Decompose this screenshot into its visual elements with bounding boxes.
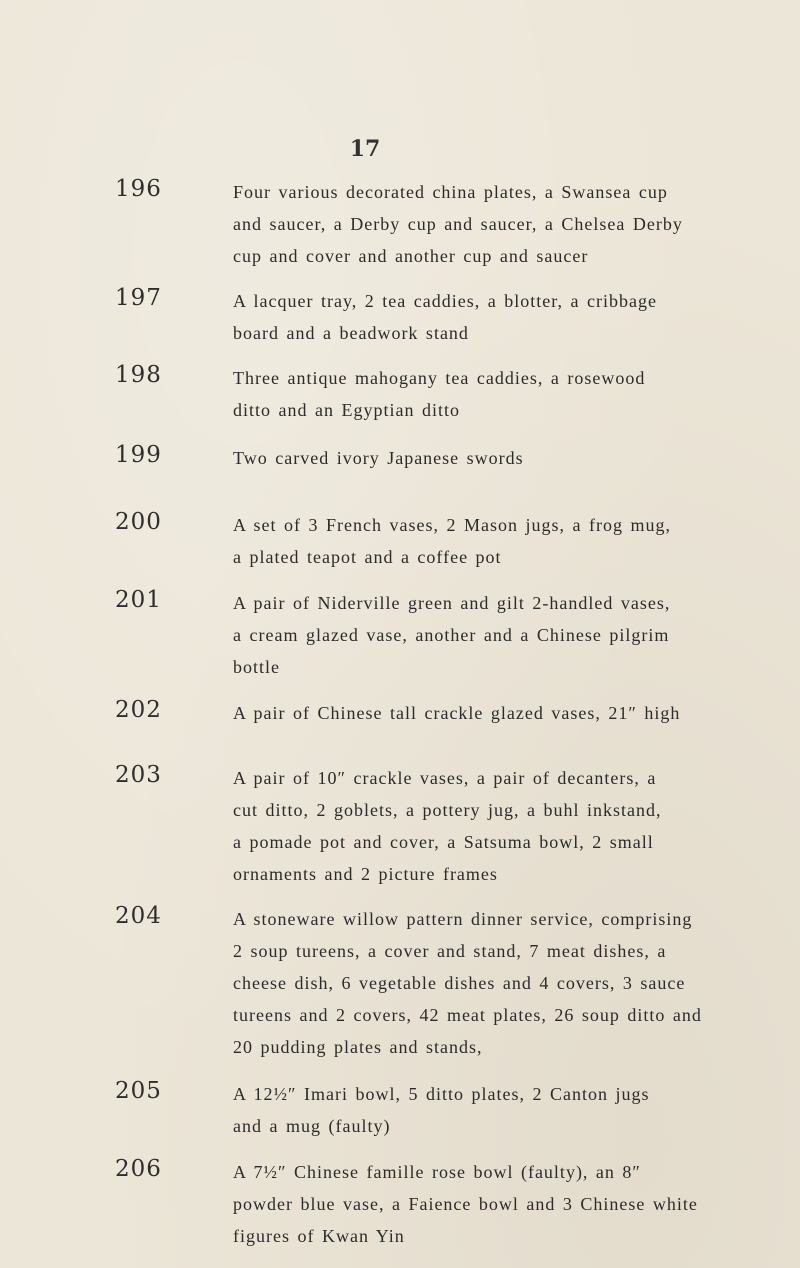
description-line: powder blue vase, a Faience bowl and 3 Chinese white [233, 1194, 698, 1214]
lot-number: 197 [115, 285, 162, 311]
lot-description [233, 762, 799, 890]
description-line: A 7½″ Chinese famille rose bowl (faulty), an 8″ [233, 1162, 641, 1182]
description-line: A pair of Niderville green and gilt 2-handled vases, [233, 593, 671, 613]
lot-number: 196 [115, 176, 162, 202]
lot-number: 203 [115, 762, 162, 788]
lot-number: 206 [115, 1156, 162, 1182]
description-line: A pair of 10″ crackle vases, a pair of decanters, a [233, 768, 657, 788]
description-line: 20 pudding plates and stands, [233, 1037, 483, 1057]
lot-number: 202 [115, 697, 162, 723]
description-line: bottle [233, 657, 280, 677]
description-line: figures of Kwan Yin [233, 1226, 405, 1246]
description-line: A set of 3 French vases, 2 Mason jugs, a frog mug, [233, 515, 671, 535]
lot-number: 204 [115, 903, 162, 929]
description-line: Two carved ivory Japanese swords [233, 448, 524, 468]
description-line: cut ditto, 2 goblets, a pottery jug, a buhl inkstand, [233, 800, 662, 820]
page-number: 17 [349, 136, 381, 162]
description-line: Four various decorated china plates, a Swansea cup [233, 182, 668, 202]
lot-description [233, 442, 799, 474]
description-line: A lacquer tray, 2 tea caddies, a blotter, a cribbage [233, 291, 657, 311]
lot-description [233, 509, 799, 573]
lot-description [233, 1156, 799, 1252]
description-line: tureens and 2 covers, 42 meat plates, 26 soup ditto and [233, 1005, 702, 1025]
lot-description [233, 903, 799, 1063]
lot-description [233, 362, 799, 426]
lot-number: 199 [115, 442, 162, 468]
description-line: A 12½″ Imari bowl, 5 ditto plates, 2 Canton jugs [233, 1084, 650, 1104]
description-line: A pair of Chinese tall crackle glazed vases, 21″ high [233, 703, 681, 723]
lot-description [233, 176, 799, 272]
description-line: a plated teapot and a coffee pot [233, 547, 502, 567]
description-line: and saucer, a Derby cup and saucer, a Chelsea Derby [233, 214, 683, 234]
lot-description [233, 697, 799, 729]
description-line: Three antique mahogany tea caddies, a rosewood [233, 368, 646, 388]
lot-description [233, 285, 799, 349]
description-line: cheese dish, 6 vegetable dishes and 4 covers, 3 sauce [233, 973, 686, 993]
lot-description [233, 1078, 799, 1142]
description-line: cup and cover and another cup and saucer [233, 246, 589, 266]
description-line: a cream glazed vase, another and a Chinese pilgrim [233, 625, 670, 645]
description-line: ditto and an Egyptian ditto [233, 400, 460, 420]
lot-number: 205 [115, 1078, 162, 1104]
description-line: board and a beadwork stand [233, 323, 469, 343]
description-line: 2 soup tureens, a cover and stand, 7 meat dishes, a [233, 941, 667, 961]
lot-number: 201 [115, 587, 162, 613]
description-line: and a mug (faulty) [233, 1116, 391, 1136]
description-line: ornaments and 2 picture frames [233, 864, 498, 884]
description-line: a pomade pot and cover, a Satsuma bowl, 2 small [233, 832, 654, 852]
description-line: A stoneware willow pattern dinner service, comprising [233, 909, 693, 929]
lot-description [233, 587, 799, 683]
lot-number: 198 [115, 362, 162, 388]
lot-number: 200 [115, 509, 162, 535]
